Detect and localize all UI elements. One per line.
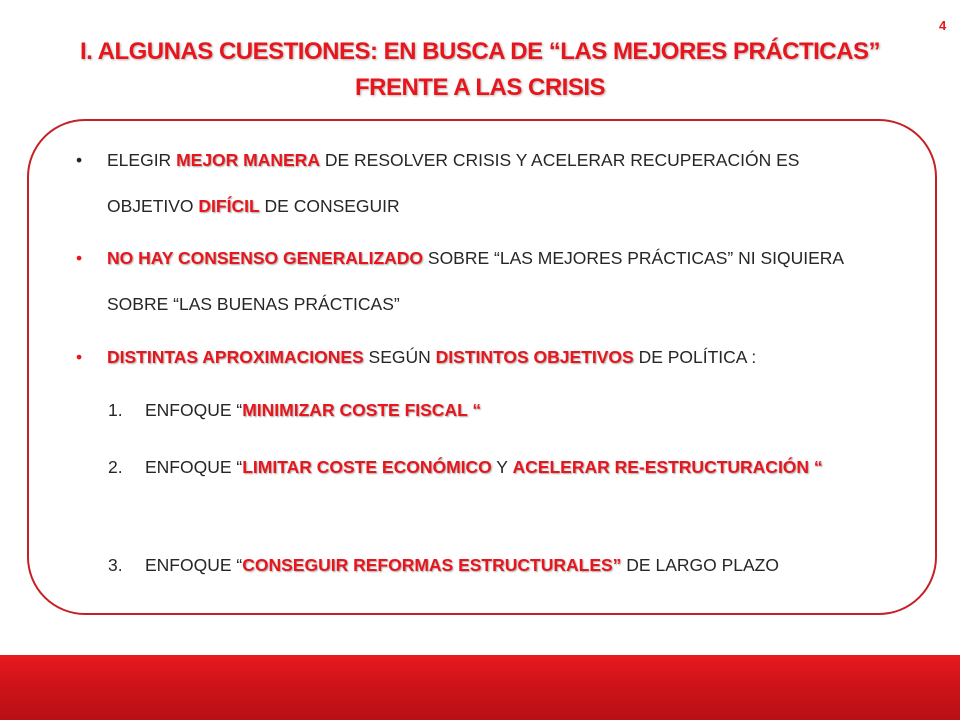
bullet-text-segment: SEGÚN (363, 347, 436, 367)
bullet-item-different-approaches (76, 334, 864, 380)
bullet-text-segment: DE POLÍTICA : (633, 347, 757, 367)
bullet-highlight-segment: DISTINTOS OBJETIVOS (435, 347, 634, 367)
numbered-highlight-segment: MINIMIZAR COSTE FISCAL “ (242, 400, 482, 420)
bullet-dot-icon: • (76, 347, 83, 367)
bullet-dot-icon: • (76, 150, 83, 170)
numbered-highlight-segment: LIMITAR COSTE ECONÓMICO (242, 457, 492, 477)
bullet-text-segment: SOBRE “LAS MEJORES PRÁCTICAS” NI SIQUIERA SOBRE “LAS BUENAS PRÁCTICAS” (107, 248, 844, 314)
bullet-highlight-segment: MEJOR MANERA (176, 150, 320, 170)
numbered-highlight-segment: CONSEGUIR REFORMAS ESTRUCTURALES” (242, 555, 622, 575)
numbered-text-segment: DE LARGO PLAZO (621, 555, 779, 575)
slide-title (0, 34, 960, 106)
slide-title-line-1: I. ALGUNAS CUESTIONES: EN BUSCA DE “LAS MEJORES PRÁCTICAS” (80, 38, 880, 65)
numbered-item-label: 1. (108, 400, 123, 420)
numbered-item-limit-economic-cost (108, 444, 848, 490)
numbered-text-segment: ENFOQUE “ (145, 400, 243, 420)
bullet-text-segment: DE RESOLVER CRISIS Y ACELERAR RECUPERACIÓN ES OBJETIVO (107, 150, 800, 216)
numbered-text-segment: Y (491, 457, 513, 477)
numbered-item-label: 3. (108, 555, 123, 575)
bullet-text-segment: ELEGIR (107, 150, 177, 170)
bullet-text-segment: DE CONSEGUIR (259, 196, 400, 216)
bullet-item-no-consensus (76, 235, 864, 327)
bullet-dot-icon: • (76, 248, 83, 268)
numbered-highlight-segment: ACELERAR RE-ESTRUCTURACIÓN “ (512, 457, 823, 477)
numbered-item-minimize-fiscal-cost (108, 387, 848, 433)
footer-bar (0, 655, 960, 720)
slide-number: 4 (939, 18, 947, 33)
numbered-item-label: 2. (108, 457, 123, 477)
slide-title-line-2: FRENTE A LAS CRISIS (354, 74, 606, 101)
bullet-highlight-segment: NO HAY CONSENSO GENERALIZADO (107, 248, 424, 268)
bullet-highlight-segment: DISTINTAS APROXIMACIONES (107, 347, 364, 367)
numbered-item-structural-reforms (108, 542, 848, 588)
numbered-text-segment: ENFOQUE “ (145, 457, 243, 477)
bullet-item-choose-best-way (76, 137, 864, 229)
numbered-text-segment: ENFOQUE “ (145, 555, 243, 575)
bullet-highlight-segment: DIFÍCIL (198, 196, 260, 216)
